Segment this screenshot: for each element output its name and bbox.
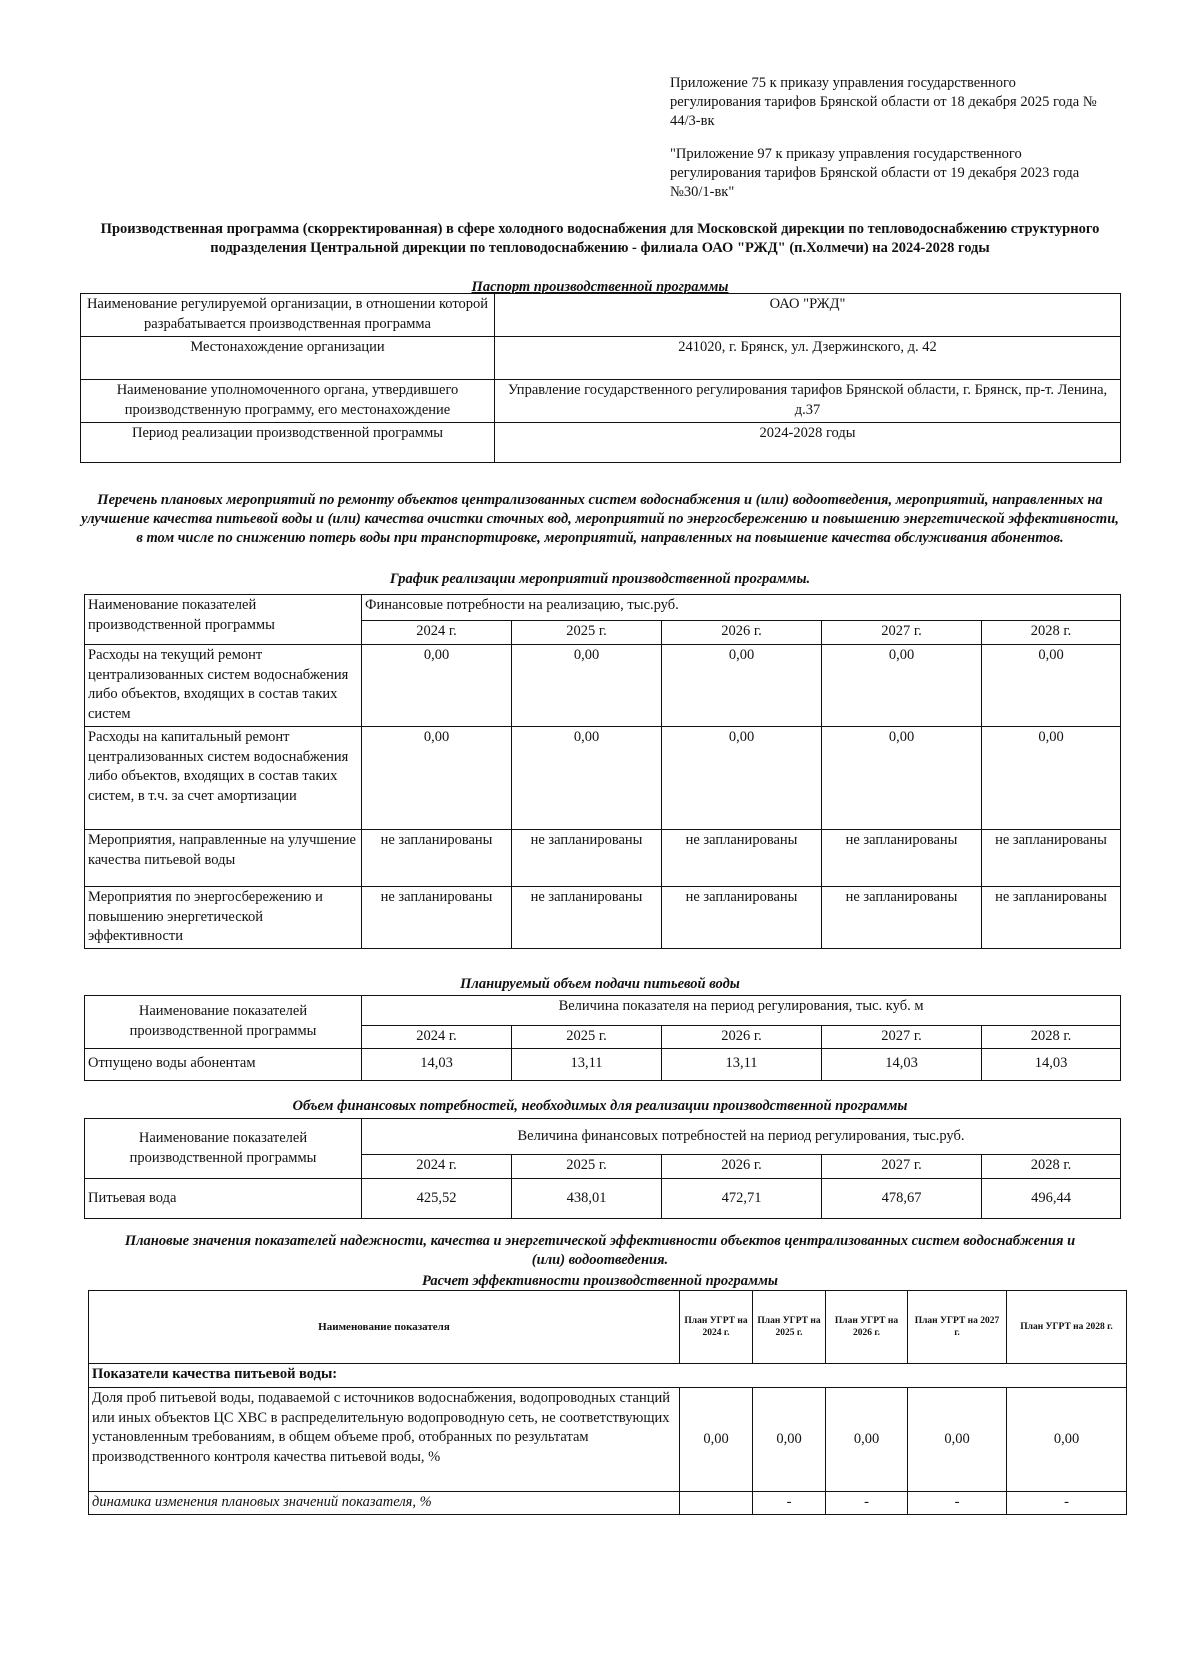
cell-value: 0,00 [822,727,982,830]
table-row [85,830,1121,887]
cell-value: - [753,1492,826,1515]
year-header: 2026 г. [662,621,822,645]
cell-value: 0,00 [512,727,662,830]
cell-value: не запланированы [822,830,982,887]
cell-value: 0,00 [982,727,1121,830]
year-header: 2024 г. [362,621,512,645]
cell-value: 0,00 [908,1388,1007,1492]
cell-value: 0,00 [662,645,822,727]
supply-title: Планируемый объем подачи питьевой воды [460,976,740,992]
table-row [85,1119,1121,1155]
measures-group-header: Финансовые потребности на реализацию, тыс.руб. [362,595,1121,621]
cell-value: 0,00 [753,1388,826,1492]
table-row [85,1179,1121,1219]
passport-value: 241020, г. Брянск, ул. Дзержинского, д. 42 [495,337,1121,380]
appendix-note-75: Приложение 75 к приказу управления государственного регулирования тарифов Брянской области от 18 декабря 2025 года № 44/3-вк [670,75,1097,129]
cell-value: не запланированы [512,830,662,887]
finance-col-header: Наименование показателей производственной программы [85,1119,362,1179]
cell-value: 0,00 [512,645,662,727]
table-row [89,1364,1127,1388]
cell-value: не запланированы [362,887,512,949]
cell-value: - [908,1492,1007,1515]
year-header: 2028 г. [982,1026,1121,1049]
cell-value: 13,11 [662,1048,822,1080]
table-row [89,1291,1127,1364]
supply-col-header: Наименование показателей производственной программы [85,996,362,1049]
year-header: 2028 г. [982,1155,1121,1179]
table-row [81,294,1121,337]
cell-value: 0,00 [826,1388,908,1492]
row-label: Доля проб питьевой воды, подаваемой с источников водоснабжения, водопроводных станций или иных объектов ЦС ХВС в распределительную водопроводную сеть, не соответствующих установленным требованиям, в общем объеме проб, отобранных по результатам производственного контроля качества питьевой воды, % [89,1388,680,1492]
cell-value: 496,44 [982,1179,1121,1219]
cell-value: 0,00 [362,727,512,830]
row-label: Мероприятия, направленные на улучшение качества питьевой воды [85,830,362,887]
year-header: 2026 г. [662,1026,822,1049]
cell-value: 425,52 [362,1179,512,1219]
cell-value: не запланированы [512,887,662,949]
measures-col-header: Наименование показателей производственной программы [85,595,362,645]
section-label: Показатели качества питьевой воды: [89,1364,1127,1388]
year-header: 2027 г. [822,1155,982,1179]
table-row [85,727,1121,830]
year-header: 2025 г. [512,621,662,645]
measures-subtitle: График реализации мероприятий производственной программы. [389,571,811,587]
passport-label: Наименование регулируемой организации, в отношении которой разрабатывается производственная программа [81,294,495,337]
cell-value: 0,00 [1007,1388,1127,1492]
plan-col-header: План УГРТ на 2027 г. [908,1291,1007,1364]
cell-value: - [826,1492,908,1515]
cell-value: 14,03 [982,1048,1121,1080]
table-row [85,645,1121,727]
efficiency-title: Плановые значения показателей надежности, качества и энергетической эффективности объектов централизованных систем водоснабжения и (или) водоотведения. [124,1233,1076,1268]
page-title: Производственная программа (скорректированная) в сфере холодного водоснабжения для Московской дирекции по тепловодоснабжению структурного подразделения Центральной дирекции по тепловодоснабжению - филиала ОАО "РЖД" (п.Холмечи) на 2024-2028 годы [100,221,1100,256]
cell-value: 0,00 [680,1388,753,1492]
passport-value: 2024-2028 годы [495,423,1121,463]
cell-value: не запланированы [982,830,1121,887]
table-row [85,996,1121,1026]
year-header: 2027 г. [822,621,982,645]
cell-value [680,1492,753,1515]
efficiency-subtitle: Расчет эффективности производственной программы [422,1273,778,1289]
cell-value: 438,01 [512,1179,662,1219]
table-row [81,337,1121,380]
plan-col-header: План УГРТ на 2025 г. [753,1291,826,1364]
cell-value: 478,67 [822,1179,982,1219]
passport-title: Паспорт производственной программы [471,279,729,295]
cell-value: не запланированы [982,887,1121,949]
cell-value: 13,11 [512,1048,662,1080]
cell-value: 0,00 [662,727,822,830]
row-label: динамика изменения плановых значений показателя, % [89,1492,680,1515]
table-row [85,887,1121,949]
table-row [85,1048,1121,1080]
row-label: Расходы на капитальный ремонт централизованных систем водоснабжения либо объектов, входящих в состав таких систем, в т.ч. за счет амортизации [85,727,362,830]
passport-label: Период реализации производственной программы [81,423,495,463]
row-label: Мероприятия по энергосбережению и повышению энергетической эффективности [85,887,362,949]
plan-col-header: План УГРТ на 2024 г. [680,1291,753,1364]
finance-group-header: Величина финансовых потребностей на период регулирования, тыс.руб. [362,1119,1121,1155]
table-row [89,1492,1127,1515]
cell-value: не запланированы [662,887,822,949]
row-label: Отпущено воды абонентам [85,1048,362,1080]
year-header: 2024 г. [362,1155,512,1179]
year-header: 2027 г. [822,1026,982,1049]
year-header: 2026 г. [662,1155,822,1179]
supply-group-header: Величина показателя на период регулирования, тыс. куб. м [362,996,1121,1026]
row-label: Питьевая вода [85,1179,362,1219]
year-header: 2025 г. [512,1026,662,1049]
supply-table [84,995,1121,1081]
row-label: Расходы на текущий ремонт централизованных систем водоснабжения либо объектов, входящих в состав таких систем [85,645,362,727]
cell-value: 472,71 [662,1179,822,1219]
table-row [81,423,1121,463]
passport-label: Наименование уполномоченного органа, утвердившего производственную программу, его местонахождение [81,380,495,423]
cell-value: 14,03 [822,1048,982,1080]
finance-table [84,1118,1121,1219]
passport-value: ОАО "РЖД" [495,294,1121,337]
cell-value: не запланированы [822,887,982,949]
table-row [89,1388,1127,1492]
efficiency-col-header: Наименование показателя [89,1291,680,1364]
measures-title: Перечень плановых мероприятий по ремонту объектов централизованных систем водоснабжения и (или) водоотведения, мероприятий, направленных на улучшение качества питьевой воды и (или) качества очистки сточных вод, мероприятий по энергосбережению и повышению энергетической эффективности, в том числе по снижению потерь воды при транспортировке, мероприятий, направленных на повышение качества обслуживания абонентов. [81,492,1119,546]
efficiency-table [88,1290,1127,1515]
passport-value: Управление государственного регулирования тарифов Брянской области, г. Брянск, пр-т. Ленина, д.37 [495,380,1121,423]
measures-table [84,594,1121,949]
finance-title: Объем финансовых потребностей, необходимых для реализации производственной программы [292,1098,908,1114]
year-header: 2025 г. [512,1155,662,1179]
cell-value: не запланированы [362,830,512,887]
year-header: 2028 г. [982,621,1121,645]
passport-label: Местонахождение организации [81,337,495,380]
cell-value: не запланированы [662,830,822,887]
table-row [85,595,1121,621]
appendix-note-97: "Приложение 97 к приказу управления государственного регулирования тарифов Брянской области от 19 декабря 2023 года №30/1-вк" [670,146,1080,200]
plan-col-header: План УГРТ на 2028 г. [1007,1291,1127,1364]
plan-col-header: План УГРТ на 2026 г. [826,1291,908,1364]
year-header: 2024 г. [362,1026,512,1049]
cell-value: 0,00 [362,645,512,727]
table-row [81,380,1121,423]
cell-value: 0,00 [822,645,982,727]
cell-value: - [1007,1492,1127,1515]
cell-value: 0,00 [982,645,1121,727]
cell-value: 14,03 [362,1048,512,1080]
passport-table [80,293,1121,463]
